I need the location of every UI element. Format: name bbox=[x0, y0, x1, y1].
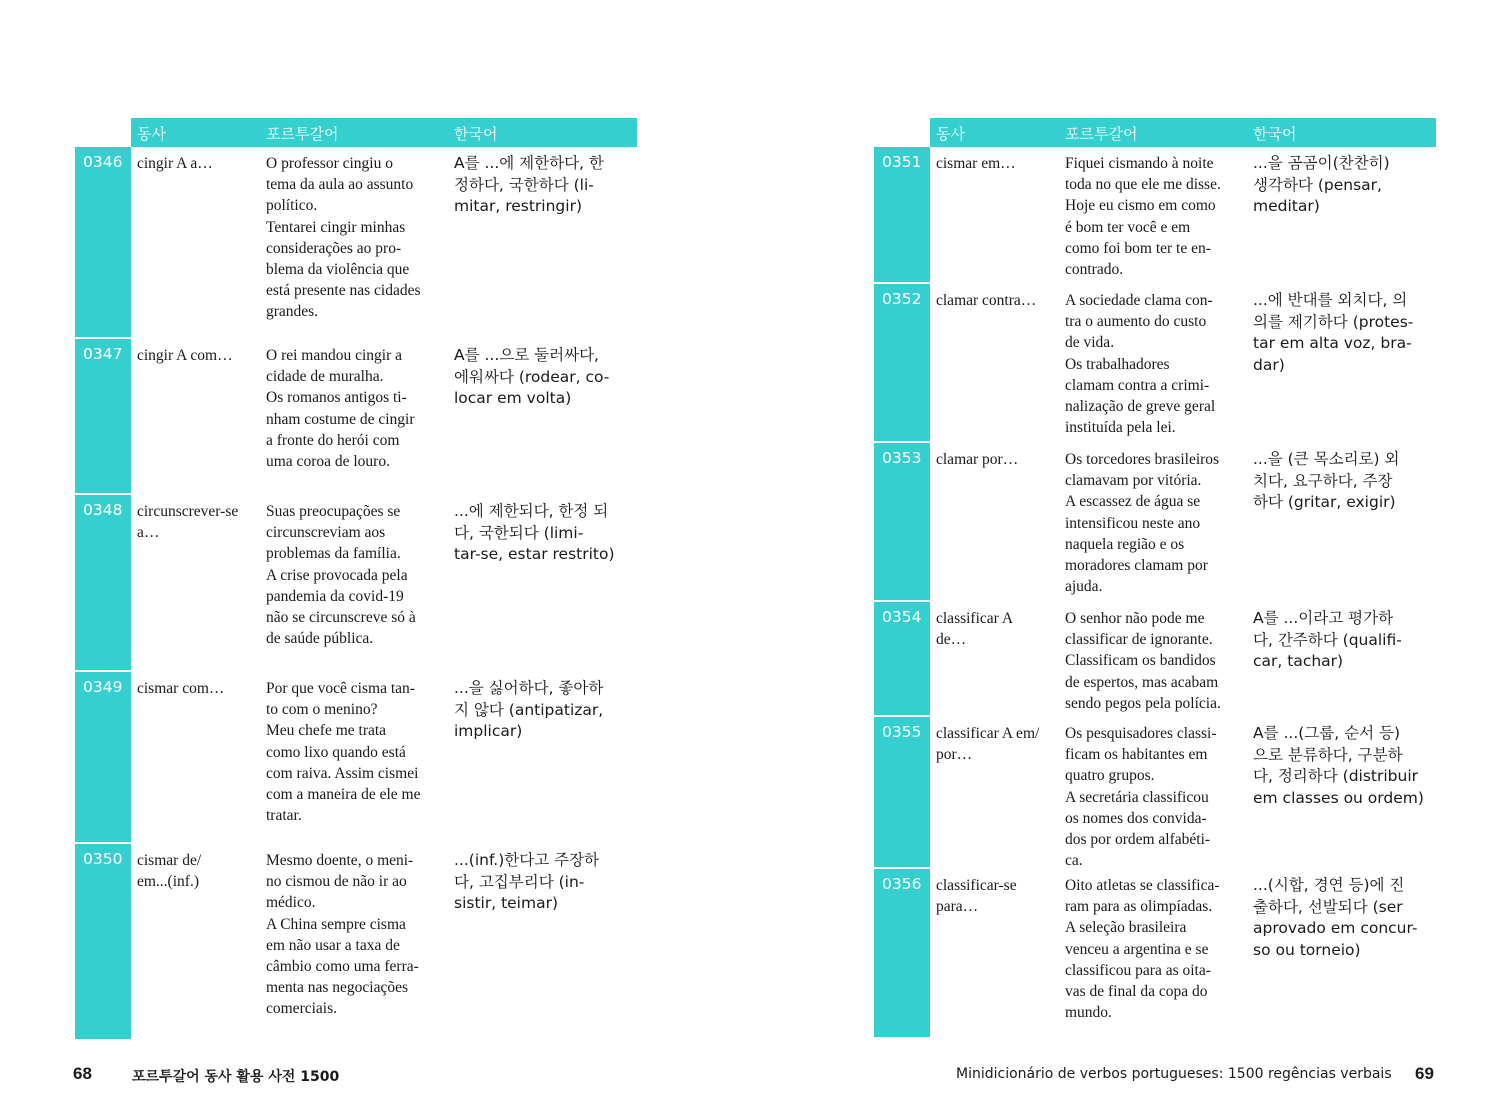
entry-portuguese-example-line: naquela região e os bbox=[1065, 535, 1185, 553]
entry-korean-meaning bbox=[1253, 153, 1437, 218]
entry-portuguese-example-line: Suas preocupações se bbox=[266, 503, 401, 520]
header-portuguese: 포르투갈어 bbox=[266, 125, 339, 143]
entry-portuguese-example-line: Classificam os bandidos bbox=[1065, 652, 1216, 670]
entry-portuguese-example-line: mundo. bbox=[1065, 1004, 1112, 1022]
entry-portuguese-example-line: A sociedade clama con- bbox=[1065, 292, 1213, 309]
entry-portuguese-example bbox=[1065, 875, 1245, 1023]
entry-portuguese-example-line: grandes. bbox=[266, 303, 319, 321]
header-verb: 동사 bbox=[936, 125, 965, 143]
entry-portuguese-example-line: ram para as olimpíadas. bbox=[1065, 898, 1213, 916]
entry-korean-meaning-line: 다, 고집부리다 (in- bbox=[454, 872, 585, 891]
entry-korean-meaning bbox=[1253, 608, 1437, 673]
entry-verb bbox=[936, 608, 1058, 650]
header-korean: 한국어 bbox=[454, 125, 498, 143]
entry-korean-meaning-line: A를 ...(그룹, 순서 등) bbox=[1253, 724, 1401, 742]
page-number: 69 bbox=[1415, 1064, 1434, 1083]
entry-portuguese-example-line: venceu a argentina e se bbox=[1065, 940, 1209, 958]
entry-list bbox=[75, 147, 638, 1039]
entry-portuguese-example-line: O rei mandou cingir a bbox=[266, 347, 403, 364]
entry-portuguese-example-line: pandemia da covid-19 bbox=[266, 587, 404, 605]
entry-verb-line: para… bbox=[936, 898, 979, 916]
entry-portuguese-example-line: tratar. bbox=[266, 807, 302, 825]
entry-verb-line: cismar com… bbox=[137, 680, 225, 697]
entry-korean-meaning-line: tar-se, estar restrito) bbox=[454, 545, 615, 564]
entry-portuguese-example bbox=[266, 678, 446, 826]
header-korean: 한국어 bbox=[1253, 125, 1297, 143]
entry-korean-meaning-line: ...을 (큰 목소리로) 외 bbox=[1253, 450, 1400, 468]
entry-portuguese-example-line: circunscreviam aos bbox=[266, 524, 386, 542]
entry-portuguese-example bbox=[266, 153, 446, 323]
book-title: 포르투갈어 동사 활용 사전 1500 bbox=[132, 1069, 340, 1085]
entry-portuguese-example-line: blema da violência que bbox=[266, 261, 410, 279]
entry-verb bbox=[936, 449, 1058, 470]
entry-portuguese-example-line: uma coroa de louro. bbox=[266, 453, 390, 471]
entry-portuguese-example-line: considerações ao pro- bbox=[266, 239, 402, 257]
entry-portuguese-example bbox=[1065, 723, 1245, 871]
entry-portuguese-example-line: cidade de muralha. bbox=[266, 368, 384, 386]
entry-korean-meaning-line: 치다, 요구하다, 주장 bbox=[1253, 471, 1393, 490]
table-header bbox=[131, 118, 637, 147]
entry-row bbox=[874, 600, 1437, 715]
entry-portuguese-example bbox=[266, 501, 446, 649]
entry-korean-meaning-line: 하다 (gritar, exigir) bbox=[1253, 493, 1396, 512]
entry-korean-meaning bbox=[1253, 290, 1437, 376]
entry-korean-meaning-line: 다, 간주하다 (qualifi- bbox=[1253, 630, 1402, 649]
entry-korean-meaning-line: so ou torneio) bbox=[1253, 940, 1361, 959]
entry-korean-meaning-line: mitar, restringir) bbox=[454, 197, 582, 216]
table-header bbox=[930, 118, 1436, 147]
entry-korean-meaning bbox=[454, 678, 638, 743]
entry-korean-meaning-line: 으로 분류하다, 구분하 bbox=[1253, 745, 1403, 764]
entry-korean-meaning-line: 정하다, 국한하다 (li- bbox=[454, 175, 594, 194]
entry-korean-meaning bbox=[454, 345, 638, 410]
entry-number: 0350 bbox=[75, 844, 131, 1039]
entry-portuguese-example-line: A China sempre cisma bbox=[266, 915, 406, 933]
entry-verb-line: classificar-se bbox=[936, 877, 1017, 894]
entry-portuguese-example-line: A crise provocada pela bbox=[266, 566, 408, 584]
entry-portuguese-example bbox=[266, 345, 446, 472]
entry-portuguese-example-line: ficam os habitantes em bbox=[1065, 746, 1208, 764]
entry-portuguese-example bbox=[1065, 608, 1245, 714]
entry-number: 0355 bbox=[874, 717, 930, 867]
entry-portuguese-example-line: Os torcedores brasileiros bbox=[1065, 451, 1220, 468]
entry-portuguese-example-line: clamavam por vitória. bbox=[1065, 472, 1202, 490]
entry-portuguese-example-line: é bom ter você e em bbox=[1065, 218, 1191, 236]
entry-korean-meaning bbox=[454, 501, 638, 566]
entry-portuguese-example bbox=[1065, 153, 1245, 280]
entry-korean-meaning-line: 출하다, 선발되다 (ser bbox=[1253, 897, 1403, 916]
entry-portuguese-example-line: Fiquei cismando à noite bbox=[1065, 155, 1214, 172]
entry-portuguese-example-line: está presente nas cidades bbox=[266, 282, 421, 300]
entry-portuguese-example-line: quatro grupos. bbox=[1065, 767, 1155, 785]
entry-portuguese-example-line: político. bbox=[266, 197, 318, 215]
entry-portuguese-example-line: câmbio como uma ferra- bbox=[266, 958, 419, 976]
entry-verb bbox=[137, 850, 259, 892]
entry-number: 0347 bbox=[75, 339, 131, 493]
entry-portuguese-example-line: clamam contra a crimi- bbox=[1065, 376, 1210, 394]
entry-verb-line: cismar em… bbox=[936, 155, 1016, 172]
entry-korean-meaning bbox=[1253, 875, 1437, 961]
header-portuguese: 포르투갈어 bbox=[1065, 125, 1138, 143]
entry-verb bbox=[137, 501, 259, 543]
entry-korean-meaning-line: ...에 반대를 외치다, 의 bbox=[1253, 291, 1408, 309]
entry-portuguese-example-line: em não usar a taxa de bbox=[266, 936, 400, 954]
entry-row bbox=[75, 147, 638, 337]
entry-korean-meaning bbox=[1253, 449, 1437, 514]
entry-korean-meaning-line: 의를 제기하다 (protes- bbox=[1253, 312, 1414, 331]
entry-verb bbox=[936, 875, 1058, 917]
entry-korean-meaning-line: ...에 제한되다, 한정 되 bbox=[454, 502, 609, 520]
entry-korean-meaning bbox=[454, 850, 638, 915]
entry-korean-meaning-line: aprovado em concur- bbox=[1253, 919, 1418, 938]
entry-korean-meaning-line: sistir, teimar) bbox=[454, 894, 559, 913]
entry-verb-line: cismar de/ bbox=[137, 852, 202, 869]
entry-portuguese-example-line: A secretária classificou bbox=[1065, 788, 1209, 806]
entry-portuguese-example-line: ca. bbox=[1065, 852, 1083, 870]
entry-portuguese-example-line: classificar de ignorante. bbox=[1065, 631, 1213, 649]
entry-verb-line: circunscrever-se bbox=[137, 503, 239, 520]
entry-verb bbox=[936, 723, 1058, 765]
entry-portuguese-example-line: com a maneira de ele me bbox=[266, 786, 421, 804]
entry-verb-line: clamar contra… bbox=[936, 292, 1037, 309]
entry-korean-meaning-line: car, tachar) bbox=[1253, 652, 1344, 671]
entry-portuguese-example-line: a fronte do herói com bbox=[266, 431, 400, 449]
entry-verb-line: cingir A a… bbox=[137, 155, 213, 172]
entry-portuguese-example-line: Hoje eu cismo em como bbox=[1065, 197, 1216, 215]
entry-portuguese-example-line: tema da aula ao assunto bbox=[266, 176, 414, 194]
entry-portuguese-example-line: comerciais. bbox=[266, 1000, 338, 1018]
entry-portuguese-example-line: moradores clamam por bbox=[1065, 557, 1208, 575]
entry-portuguese-example-line: como lixo quando está bbox=[266, 743, 406, 761]
entry-korean-meaning-line: ...(시합, 경연 등)에 진 bbox=[1253, 876, 1405, 894]
entry-korean-meaning-line: ...을 싫어하다, 좋아하 bbox=[454, 679, 604, 697]
entry-portuguese-example-line: Os trabalhadores bbox=[1065, 355, 1170, 373]
entry-row bbox=[75, 337, 638, 493]
entry-korean-meaning-line: A를 ...이라고 평가하 bbox=[1253, 609, 1394, 627]
header-verb: 동사 bbox=[137, 125, 166, 143]
entry-portuguese-example-line: menta nas negociações bbox=[266, 979, 409, 997]
entry-portuguese-example-line: Meu chefe me trata bbox=[266, 722, 387, 740]
entry-portuguese-example bbox=[266, 850, 446, 1020]
entry-portuguese-example-line: não se circunscreve só à bbox=[266, 609, 416, 627]
entry-korean-meaning-line: A를 ...으로 둘러싸다, bbox=[454, 346, 599, 364]
entry-portuguese-example-line: Tentarei cingir minhas bbox=[266, 218, 406, 236]
entry-portuguese-example-line: os nomes dos convida- bbox=[1065, 809, 1207, 827]
entry-verb bbox=[936, 290, 1058, 311]
entry-portuguese-example-line: nham costume de cingir bbox=[266, 410, 415, 428]
entry-portuguese-example-line: como foi bom ter te en- bbox=[1065, 239, 1211, 257]
entry-verb bbox=[137, 153, 259, 174]
entry-portuguese-example-line: tra o aumento do custo bbox=[1065, 313, 1207, 331]
entry-portuguese-example bbox=[1065, 449, 1245, 597]
entry-portuguese-example-line: O professor cingiu o bbox=[266, 155, 393, 172]
entry-number: 0348 bbox=[75, 495, 131, 670]
entry-portuguese-example-line: A seleção brasileira bbox=[1065, 919, 1187, 937]
entry-verb-line: clamar por… bbox=[936, 451, 1019, 468]
entry-verb-line: a… bbox=[137, 524, 160, 542]
entry-verb bbox=[137, 678, 259, 699]
entry-verb bbox=[137, 345, 259, 366]
entry-portuguese-example-line: Mesmo doente, o meni- bbox=[266, 852, 414, 869]
entry-portuguese-example-line: contrado. bbox=[1065, 261, 1124, 279]
entry-number: 0354 bbox=[874, 602, 930, 715]
entry-portuguese-example-line: de vida. bbox=[1065, 334, 1115, 352]
entry-portuguese-example-line: to com o menino? bbox=[266, 701, 378, 719]
entry-portuguese-example-line: Os romanos antigos ti- bbox=[266, 389, 407, 407]
entry-korean-meaning-line: implicar) bbox=[454, 722, 523, 741]
entry-portuguese-example-line: no cismou de não ir ao bbox=[266, 873, 407, 891]
entry-korean-meaning-line: 지 않다 (antipatizar, bbox=[454, 700, 604, 719]
entry-portuguese-example-line: nalização de greve geral bbox=[1065, 398, 1216, 416]
entry-number: 0351 bbox=[874, 147, 930, 282]
entry-verb bbox=[936, 153, 1058, 174]
entry-portuguese-example-line: de espertos, mas acabam bbox=[1065, 673, 1219, 691]
entry-number: 0352 bbox=[874, 284, 930, 441]
entry-portuguese-example-line: Oito atletas se classifica- bbox=[1065, 877, 1220, 894]
entry-row bbox=[75, 670, 638, 842]
entry-korean-meaning-line: 다, 정리하다 (distribuir bbox=[1253, 767, 1419, 786]
entry-korean-meaning-line: 생각하다 (pensar, bbox=[1253, 175, 1382, 194]
entry-verb-line: cingir A com… bbox=[137, 347, 233, 364]
entry-korean-meaning bbox=[454, 153, 638, 218]
entry-row bbox=[874, 147, 1437, 282]
entry-verb-line: em...(inf.) bbox=[137, 873, 199, 891]
entry-portuguese-example-line: de saúde pública. bbox=[266, 630, 374, 648]
entry-korean-meaning-line: meditar) bbox=[1253, 197, 1320, 216]
entry-number: 0353 bbox=[874, 443, 930, 600]
entry-korean-meaning-line: A를 ...에 제한하다, 한 bbox=[454, 154, 604, 172]
entry-portuguese-example-line: vas de final da copa do bbox=[1065, 983, 1208, 1001]
entry-korean-meaning-line: em classes ou ordem) bbox=[1253, 788, 1424, 807]
right-page bbox=[756, 0, 1512, 1111]
entry-row bbox=[75, 842, 638, 1039]
entry-number: 0346 bbox=[75, 147, 131, 337]
entry-korean-meaning-line: tar em alta voz, bra- bbox=[1253, 334, 1412, 353]
entry-portuguese-example-line: Os pesquisadores classi- bbox=[1065, 725, 1217, 742]
entry-verb-line: classificar A bbox=[936, 610, 1014, 627]
entry-korean-meaning bbox=[1253, 723, 1437, 809]
entry-number: 0356 bbox=[874, 869, 930, 1037]
page-number: 68 bbox=[73, 1064, 92, 1083]
entry-korean-meaning-line: dar) bbox=[1253, 355, 1285, 374]
entry-portuguese-example-line: Por que você cisma tan- bbox=[266, 680, 415, 697]
entry-portuguese-example-line: O senhor não pode me bbox=[1065, 610, 1205, 627]
entry-row bbox=[874, 715, 1437, 870]
entry-verb-line: por… bbox=[936, 746, 973, 764]
entry-row bbox=[75, 493, 638, 670]
entry-portuguese-example-line: com raiva. Assim cismei bbox=[266, 764, 419, 782]
entry-portuguese-example-line: intensificou neste ano bbox=[1065, 514, 1201, 532]
entry-row bbox=[874, 867, 1437, 1037]
entry-portuguese-example-line: problemas da família. bbox=[266, 545, 401, 563]
entry-portuguese-example-line: médico. bbox=[266, 894, 316, 912]
entry-portuguese-example-line: classificou para as oita- bbox=[1065, 961, 1211, 979]
entry-korean-meaning-line: locar em volta) bbox=[454, 389, 572, 408]
entry-portuguese-example-line: ajuda. bbox=[1065, 578, 1103, 596]
entry-verb-line: de… bbox=[936, 631, 967, 649]
entry-korean-meaning-line: 에워싸다 (rodear, co- bbox=[454, 367, 610, 386]
entry-number: 0349 bbox=[75, 672, 131, 842]
entry-row bbox=[874, 282, 1437, 441]
entry-portuguese-example-line: dos por ordem alfabéti- bbox=[1065, 831, 1211, 849]
entry-korean-meaning-line: 다, 국한되다 (limi- bbox=[454, 523, 584, 542]
entry-portuguese-example-line: A escassez de água se bbox=[1065, 493, 1201, 511]
entry-portuguese-example-line: toda no que ele me disse. bbox=[1065, 176, 1221, 194]
entry-korean-meaning-line: ...을 곰곰이(찬찬히) bbox=[1253, 154, 1390, 172]
entry-korean-meaning-line: ...(inf.)한다고 주장하 bbox=[454, 851, 600, 869]
entry-portuguese-example-line: sendo pegos pela polícia. bbox=[1065, 694, 1221, 712]
book-title: Minidicionário de verbos portugueses: 1500 regências verbais bbox=[956, 1066, 1392, 1082]
entry-portuguese-example-line: instituída pela lei. bbox=[1065, 419, 1176, 437]
entry-row bbox=[874, 441, 1437, 600]
entry-verb-line: classificar A em/ bbox=[936, 725, 1040, 742]
entry-portuguese-example bbox=[1065, 290, 1245, 438]
entry-list bbox=[874, 147, 1437, 1037]
